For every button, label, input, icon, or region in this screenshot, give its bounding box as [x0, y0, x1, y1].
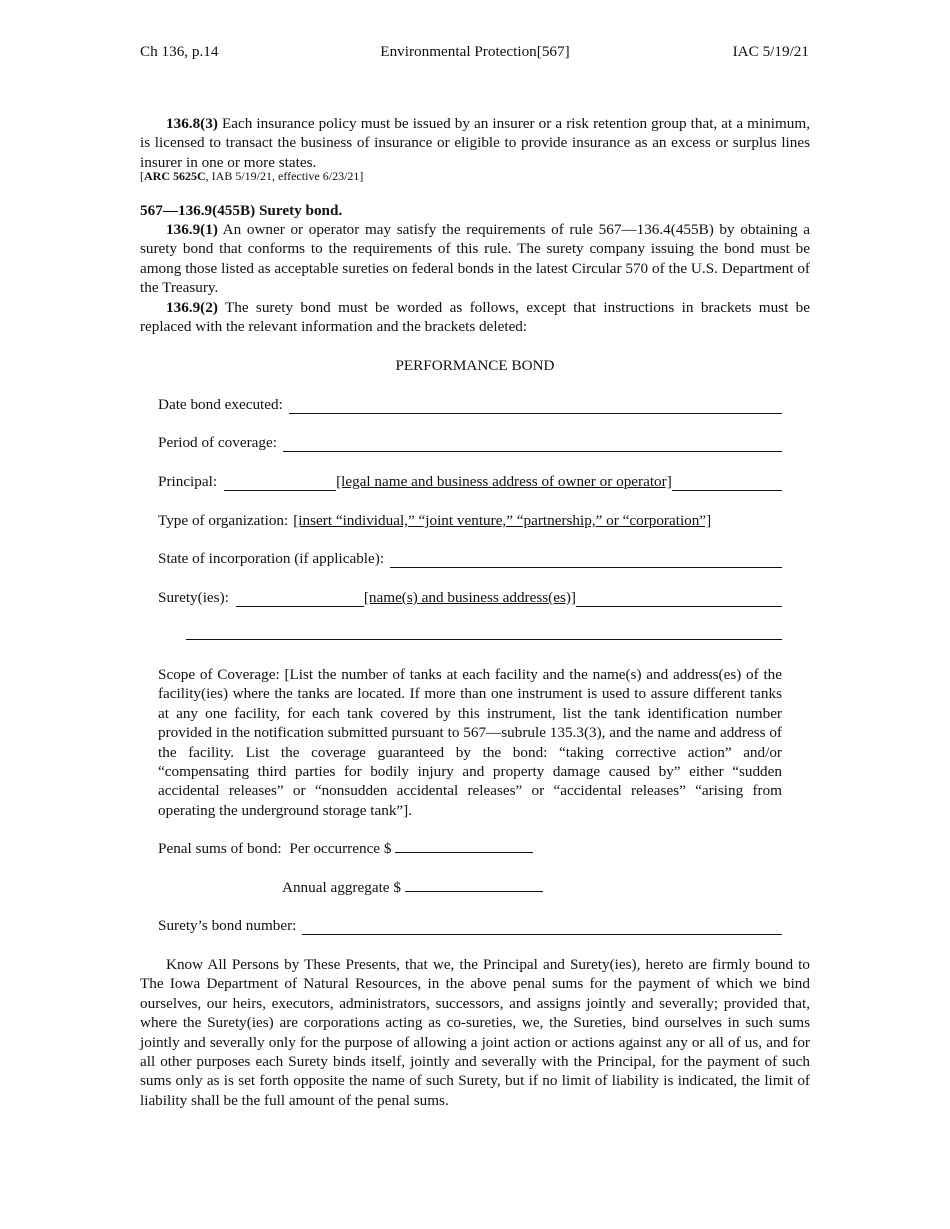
date-executed-field [158, 395, 782, 414]
citation-arc: ARC 5625C [144, 169, 206, 183]
organization-type-instruction: [insert “individual,” “joint venture,” “partnership,” or “corporation”] [293, 512, 712, 529]
bond-number-field [158, 916, 782, 935]
citation-open: [ [140, 169, 144, 183]
date-executed-blank [289, 399, 782, 414]
paragraph-number: 136.9(1) [166, 221, 218, 238]
principal-instruction: [legal name and business address of owner or operator] [336, 473, 672, 490]
state-incorporation-label: State of incorporation (if applicable): [158, 550, 385, 567]
surety-blank-right [576, 592, 782, 607]
paragraph-number: 136.9(2) [166, 299, 218, 316]
header-chapter-page: Ch 136, p.14 [140, 43, 219, 60]
citation [140, 169, 810, 183]
bond-title: PERFORMANCE BOND [395, 357, 555, 374]
penal-sums-label: Penal sums of bond: [158, 840, 282, 857]
per-occurrence-blank [395, 838, 533, 853]
rule-title: 567—136.9(455B) Surety bond. [140, 202, 343, 219]
paragraph-number: 136.8(3) [166, 115, 218, 132]
header-date: IAC 5/19/21 [732, 43, 809, 60]
surety-blank-left [236, 592, 364, 607]
annual-aggregate-label: Annual aggregate $ [282, 879, 401, 896]
know-all-persons: Know All Persons by These Presents, that we, the Principal and Surety(ies), hereto are firmly bound to The Iowa Department of Natural Resources, in the above penal sums for the payment of which we bind ourselves, our heirs, executors, administrators, successors, and assigns jointly and severally; provided that, where the Surety(ies) are corporations acting as co-sureties, we, the Sureties, bind ourselves in such sums jointly and severally only for the purpose of allowing a joint action or actions against any or all of us, and for all other purposes each Surety binds itself, jointly and severally with the Principal, for the payment of such sums only as is set forth opposite the name of such Surety, but if no limit of liability is indicated, the limit of liability shall be the full amount of the penal sums. [140, 956, 810, 1109]
paragraph-136-9-1 [140, 220, 810, 298]
header-title: Environmental Protection[567] [380, 43, 570, 60]
paragraph-136-8-3 [140, 114, 810, 172]
principal-blank-left [224, 476, 336, 491]
organization-type-label: Type of organization: [158, 512, 289, 529]
paragraph-136-9-2 [140, 298, 810, 337]
period-coverage-label: Period of coverage: [158, 434, 277, 451]
organization-type-field [158, 511, 782, 530]
state-incorporation-field [158, 549, 782, 568]
period-coverage-blank [283, 437, 782, 452]
period-coverage-field [158, 433, 782, 452]
paragraph-text: Each insurance policy must be issued by an insurer or a risk retention group that, at a minimum, is licensed to transact the business of insurance or eligible to provide insurance as an excess or surplus lines insurer in one or more states. [140, 115, 810, 171]
surety-instruction: [name(s) and business address(es)] [363, 589, 576, 606]
principal-field [158, 472, 782, 491]
surety-field [158, 588, 782, 607]
annual-aggregate-row [282, 877, 543, 897]
bond-number-blank [302, 920, 782, 935]
paragraph-text: The surety bond must be worded as follows, except that instructions in brackets must be replaced with the relevant information and the brackets deleted: [140, 299, 810, 336]
principal-blank-right [672, 476, 782, 491]
bond-number-label: Surety’s bond number: [158, 917, 297, 934]
annual-aggregate-blank [405, 877, 543, 892]
surety-label: Surety(ies): [158, 589, 229, 606]
paragraph-text: An owner or operator may satisfy the requirements of rule 567—136.4(455B) by obtaining a surety bond that conforms to the requirements of this rule. The surety company issuing the bond must be among those listed as acceptable sureties on federal bonds in the latest Circular 570 of the U.S. Department of the Treasury. [140, 221, 810, 297]
scope-of-coverage: Scope of Coverage: [List the number of tanks at each facility and the name(s) and address(es) of the facility(ies) where the tanks are located. If more than one instrument is used to assure different tanks at any one facility, for each tank covered by this instrument, list the tank identification number provided in the notification submitted pursuant to 567—subrule 135.3(3), and the name and address of the facility. List the coverage guaranteed by the bond: “taking corrective action” and/or “compensating third parties for bodily injury and property damage caused by” either “sudden accidental releases” or “nonsudden accidental releases” or “accidental releases” “arising from operating the underground storage tank”]. [158, 666, 782, 819]
state-incorporation-blank [390, 553, 782, 568]
citation-rest: , IAB 5/19/21, effective 6/23/21] [205, 169, 364, 183]
per-occurrence-label: Per occurrence $ [289, 840, 392, 857]
penal-sums-row [158, 838, 533, 858]
separator-line [186, 639, 782, 640]
principal-label: Principal: [158, 473, 218, 490]
date-executed-label: Date bond executed: [158, 396, 283, 413]
